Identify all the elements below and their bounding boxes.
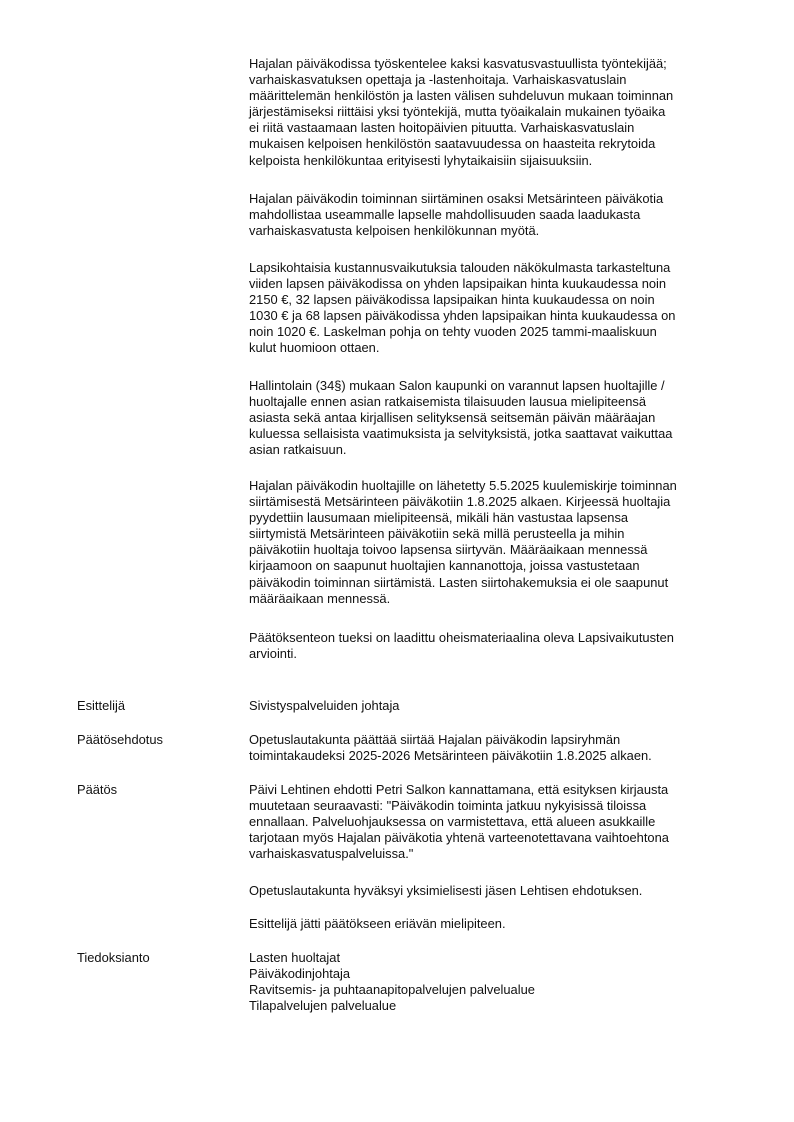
recipient-item: Ravitsemis- ja puhtaanapitopalvelujen palvelualue bbox=[249, 982, 535, 998]
paragraph-child-impact-assessment: Päätöksenteon tueksi on laadittu oheismateriaalina oleva Lapsivaikutusten arviointi. bbox=[249, 630, 674, 662]
recipient-item: Päiväkodinjohtaja bbox=[249, 966, 351, 982]
proposal-label: Päätösehdotus bbox=[77, 732, 164, 747]
paragraph-hearing-letter: Hajalan päiväkodin huoltajille on lähetetty 5.5.2025 kuulemiskirje toiminnan siirtämisestä Metsärinteen päiväkotiin 1.8.2025 alkaen. Kirjeessä huoltajia pyydettiin lausumaan mielipiteensä, mikäli hän vastustaa lapsensa siirtymistä Metsärinteen päiväkotiin sekä millä perusteella ja mihin päiväkotiin huoltaja toivoo lapsensa siirtyvän. Määräaikaan mennessä kirjaamoon on saapunut huoltajien kannanottoja, joissa vastustetaan päiväkodin toiminnan siirtämistä. Lasten siirtohakemuksia ei ole saapunut määräaikaan mennessä. bbox=[249, 478, 677, 606]
notification-recipients bbox=[249, 950, 749, 1014]
proposal-text: Opetuslautakunta päättää siirtää Hajalan päiväkodin lapsiryhmän toimintakaudeksi 2025-2026 Metsärinteen päiväkotiin 1.8.2025 alkaen. bbox=[249, 732, 652, 764]
presenter-text: Sivistyspalveluiden johtaja bbox=[249, 698, 400, 713]
notification-label: Tiedoksianto bbox=[77, 950, 150, 965]
paragraph-cost-effects: Lapsikohtaisia kustannusvaikutuksia talouden näkökulmasta tarkasteltuna viiden lapsen päiväkodissa on yhden lapsipaikan hinta kuukaudessa noin 2150 €, 32 lapsen päiväkodissa lapsipaikan hinta kuukaudessa on noin 1030 € ja 68 lapsen päiväkodissa yhden lapsipaikan hinta kuukaudessa on noin 1020 €. Laskelman pohja on tehty vuoden 2025 tammi-maaliskuun kulut huomioon ottaen. bbox=[249, 260, 676, 356]
paragraph-administrative-act: Hallintolain (34§) mukaan Salon kaupunki on varannut lapsen huoltajille / huoltajalle ennen asian ratkaisemista tilaisuuden lausua mielipiteensä asiasta sekä antaa kirjallisen selityksensä seitsemän päivän määräajan kuluessa sellaisista vaatimuksista ja selvityksistä, jotka saattavat vaikuttaa asian ratkaisuun. bbox=[249, 378, 673, 458]
paragraph-staffing: Hajalan päiväkodissa työskentelee kaksi kasvatusvastuullista työntekijää; varhaiskasvatuksen opettaja ja -lastenhoitaja. Varhaiskasvatuslain määrittelemän henkilöstön ja lasten välisen suhdeluvun mukaan toiminnan järjestämiseksi riittäisi yksi työntekijä, mutta työaikalain mukainen työaika ei riitä vastaamaan lasten hoitopäivien pituutta. Varhaiskasvatuslain mukaisen kelpoisen henkilöstön saatavuudessa on haasteita rekrytoida kelpoista henkilökuntaa erityisesti lyhytaikaisiin sijaisuuksiin. bbox=[249, 56, 674, 168]
paragraph-transfer-benefit: Hajalan päiväkodin toiminnan siirtäminen osaksi Metsärinteen päiväkotia mahdollistaa useammalle lapselle mahdollisuuden saada laadukasta varhaiskasvatusta kelpoisen henkilökunnan myötä. bbox=[249, 191, 664, 239]
decision-label: Päätös bbox=[77, 782, 118, 797]
presenter-label: Esittelijä bbox=[77, 698, 126, 713]
decision-text-proposal: Päivi Lehtinen ehdotti Petri Salkon kannattamana, että esityksen kirjausta muutetaan seuraavasti: "Päiväkodin toiminta jatkuu nykyisissä tiloissa ennallaan. Palveluohjauksessa on varmistettava, että alueen asukkaille tarjotaan myös Hajalan päiväkotia yhtenä varteenotettavana vaihtoehtona varhaiskasvatuspalveluissa." bbox=[249, 782, 669, 862]
recipient-item: Tilapalvelujen palvelualue bbox=[249, 998, 397, 1014]
decision-text-approval: Opetuslautakunta hyväksyi yksimielisesti jäsen Lehtisen ehdotuksen. bbox=[249, 883, 643, 898]
recipient-item: Lasten huoltajat bbox=[249, 950, 341, 965]
decision-text-dissent: Esittelijä jätti päätökseen eriävän mielipiteen. bbox=[249, 916, 506, 931]
